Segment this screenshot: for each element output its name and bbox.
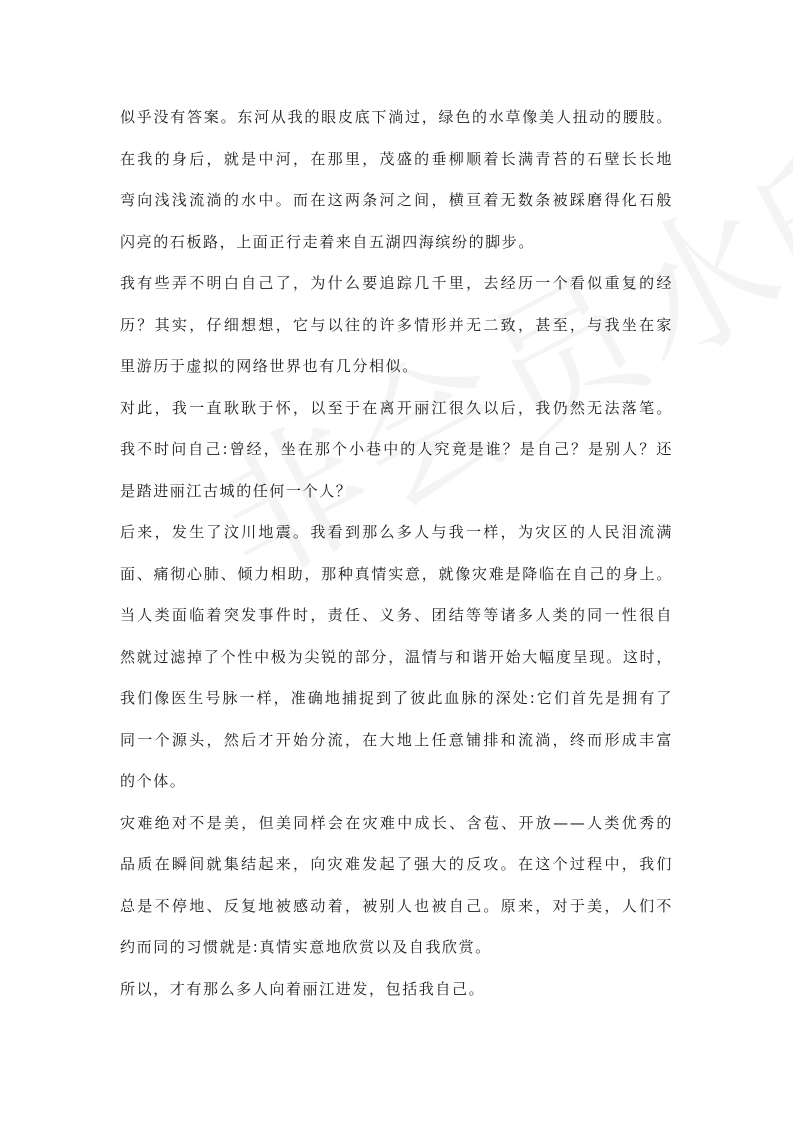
- text-line: 里游历于虚拟的网络世界也有几分相似。: [120, 357, 419, 375]
- text-line: 似乎没有答案。东河从我的眼皮底下淌过，绿色的水草像美人扭动的腰肢。: [120, 108, 673, 126]
- text-line: 灾难绝对不是美，但美同样会在灾难中成长、含苞、开放——人类优秀的: [120, 813, 673, 832]
- text-line: 面、痛彻心肺、倾力相助，那种真情实意，就像灾难是降临在自己的身上。: [120, 564, 673, 583]
- text-line: 在我的身后，就是中河，在那里，茂盛的垂柳顺着长满青苔的石壁长长地: [120, 149, 673, 168]
- body-text: [120, 103, 673, 1016]
- text-line: 我不时问自己:曾经，坐在那个小巷中的人究竟是谁？是自己？是别人？还: [120, 440, 673, 458]
- text-line: 总是不停地、反复地被感动着，被别人也被自己。原来，对于美，人们不: [120, 896, 673, 915]
- text-line: 是踏进丽江古城的任何一个人？: [120, 481, 353, 500]
- text-line: 我们像医生号脉一样，准确地捕捉到了彼此血脉的深处:它们首先是拥有了: [120, 689, 673, 707]
- text-line: 品质在瞬间就集结起来，向灾难发起了强大的反攻。在这个过程中，我们: [120, 855, 673, 873]
- text-line: 同一个源头，然后才开始分流，在大地上任意铺排和流淌，终而形成丰富: [120, 730, 673, 749]
- text-line: 所以，才有那么多人向着丽江进发，包括我自己。: [120, 979, 486, 998]
- text-line: 历？其实，仔细想想，它与以往的许多情形并无二致，甚至，与我坐在家: [120, 315, 673, 334]
- text-line: 约而同的习惯就是:真情实意地欣赏以及自我欣赏。: [120, 938, 492, 956]
- text-line: 后来，发生了汶川地震。我看到那么多人与我一样，为灾区的人民泪流满: [120, 523, 673, 541]
- text-line: 然就过滤掉了个性中极为尖锐的部分，温情与和谐开始大幅度呈现。这时，: [120, 647, 673, 666]
- text-line: 弯向浅浅流淌的水中。而在这两条河之间，横亘着无数条被踩磨得化石般: [120, 191, 673, 209]
- text-line: 我有些弄不明白自己了，为什么要追踪几千里，去经历一个看似重复的经: [120, 274, 673, 292]
- text-line: 的个体。: [120, 772, 187, 790]
- text-line: 对此，我一直耿耿于怀，以至于在离开丽江很久以后，我仍然无法落笔。: [120, 398, 673, 417]
- text-line: 当人类面临着突发事件时，责任、义务、团结等等诸多人类的同一性很自: [120, 606, 673, 624]
- text-line: 闪亮的石板路，上面正行走着来自五湖四海缤纷的脚步。: [120, 232, 536, 251]
